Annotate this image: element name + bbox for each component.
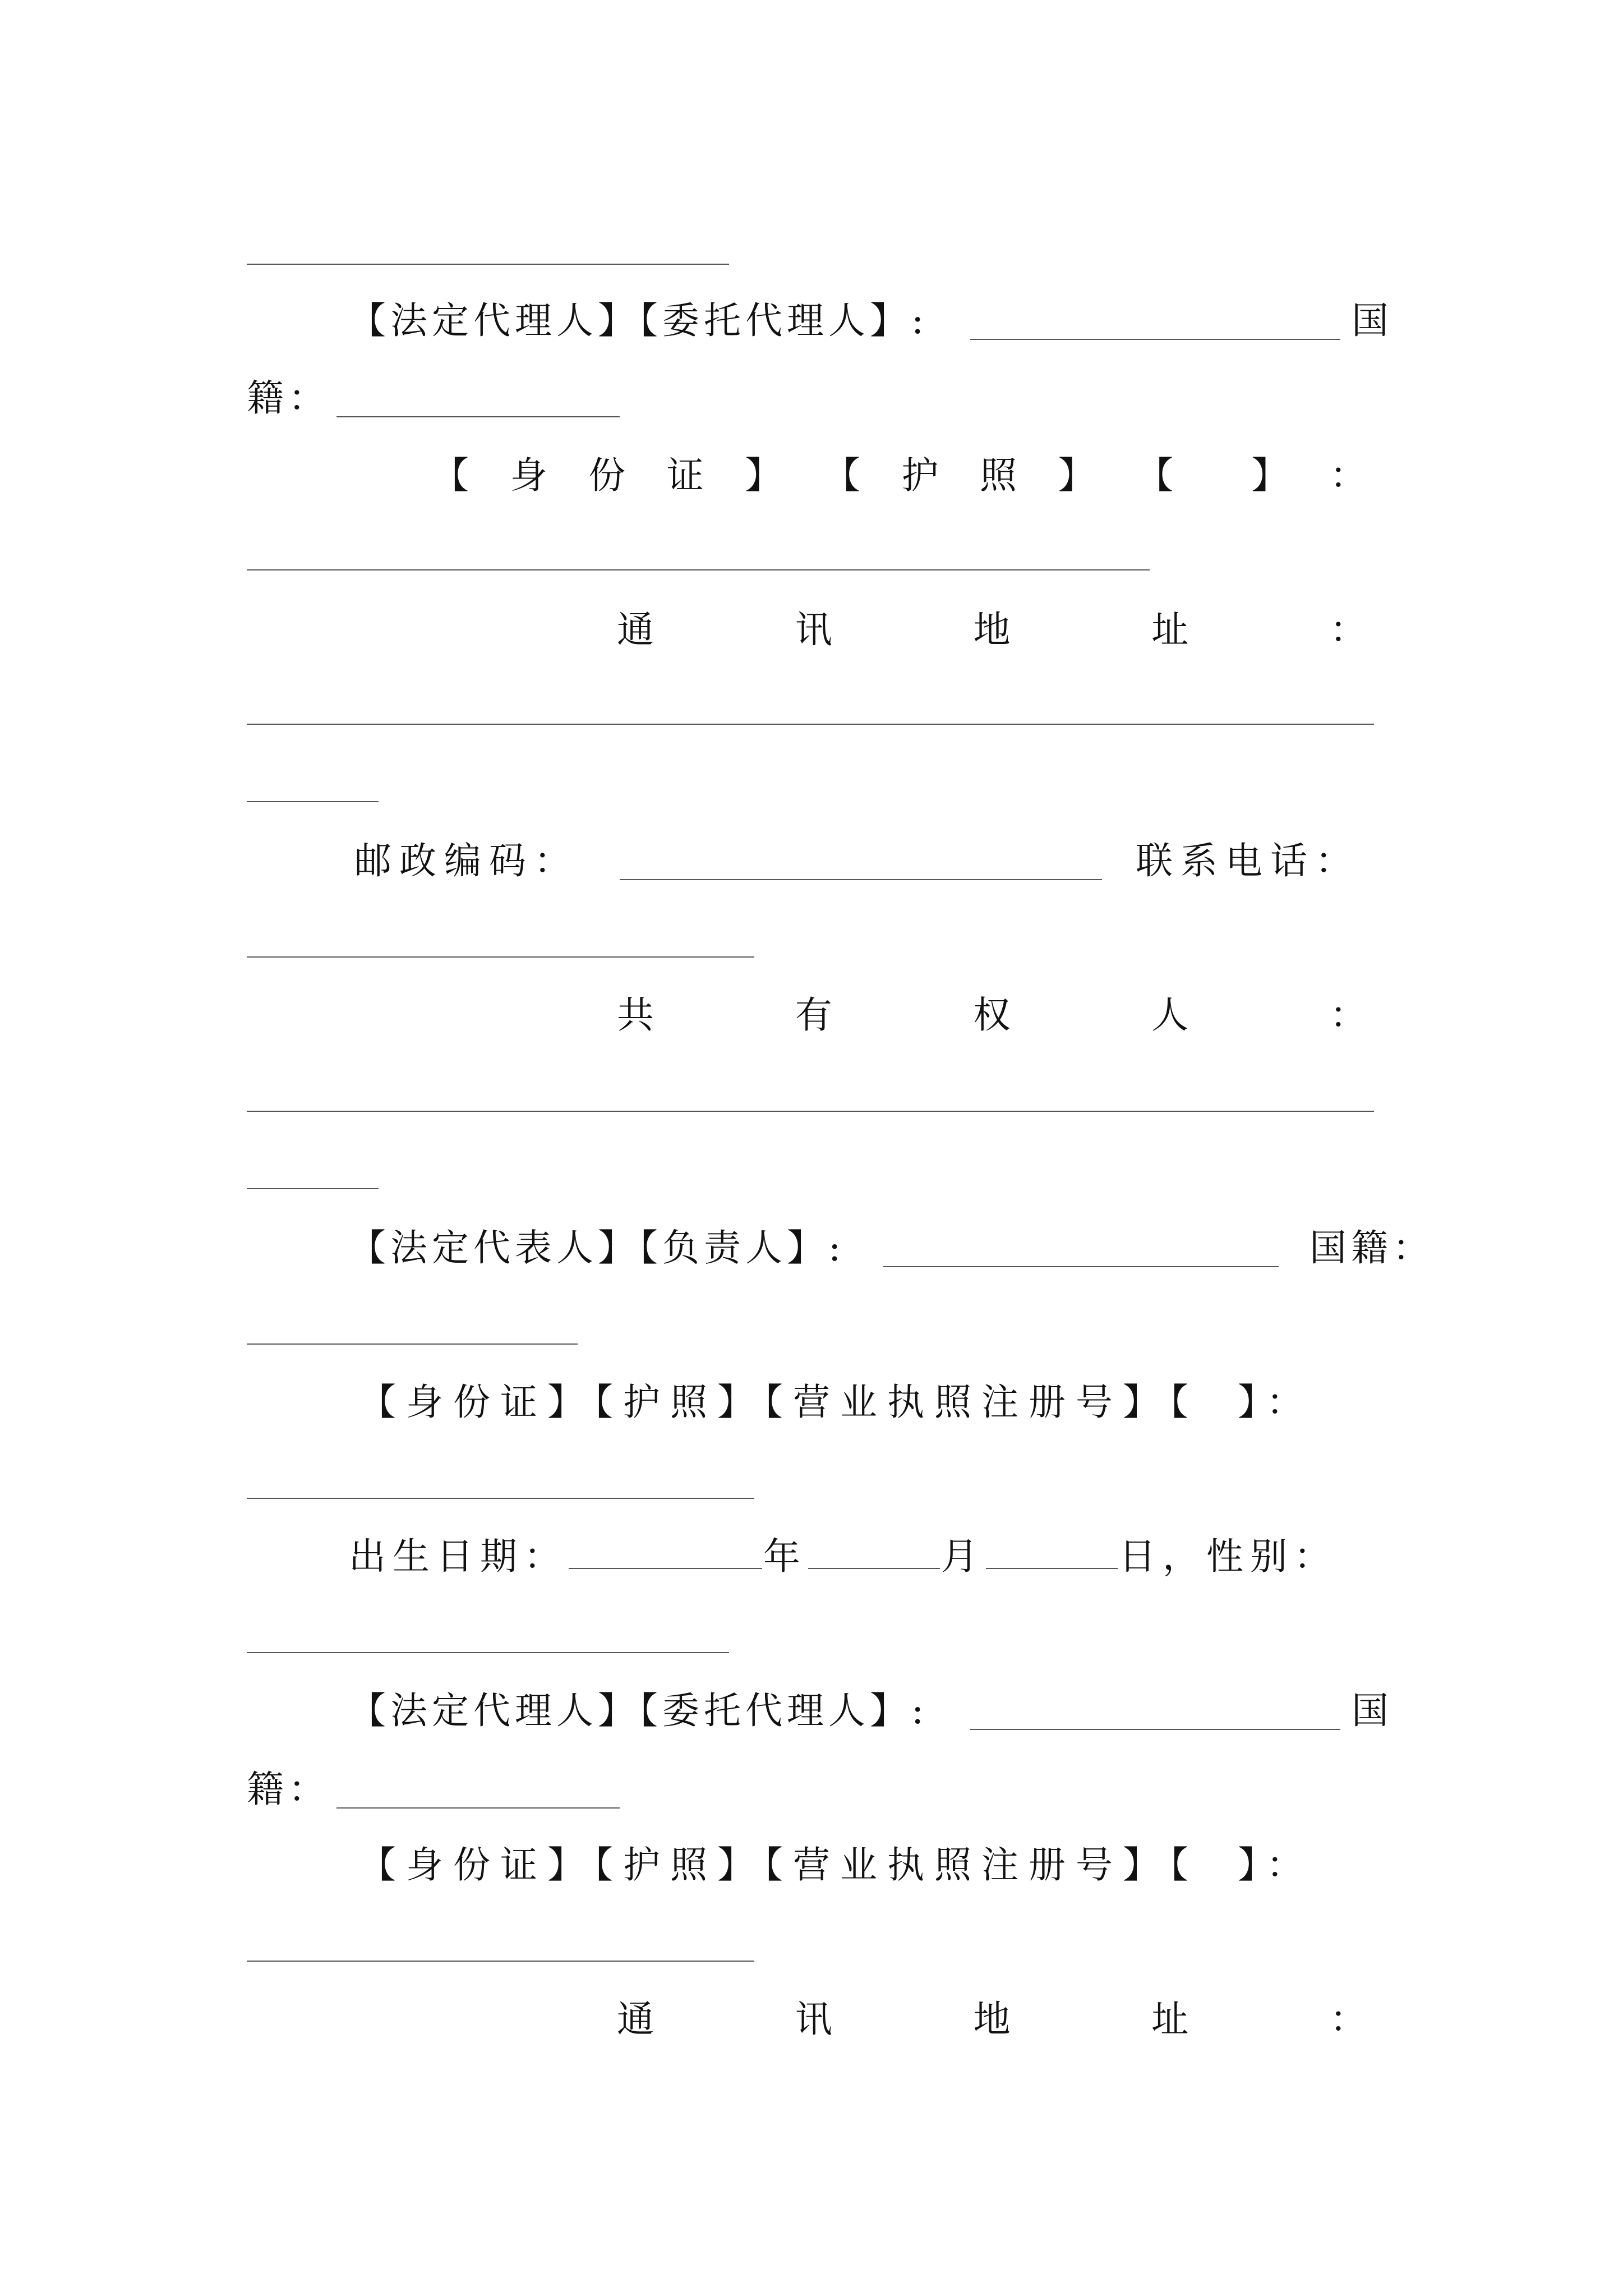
phone-label: 联系电话：: [1136, 839, 1360, 882]
postcode-blank[interactable]: [620, 879, 1102, 880]
id-part: 】: [1251, 454, 1293, 497]
address-line: 通 讯 地 址 ：: [617, 608, 1371, 651]
nationality-blank-2[interactable]: [336, 1807, 620, 1809]
postcode-label: 邮政编码：: [354, 839, 579, 882]
id-part: 【: [1136, 454, 1178, 497]
month-label: 月: [941, 1535, 985, 1578]
id-part: 身: [510, 454, 552, 497]
agent-name-blank[interactable]: [970, 339, 1340, 340]
year-label: 年: [763, 1535, 807, 1578]
birth-month-blank[interactable]: [808, 1536, 940, 1569]
gender-blank[interactable]: [247, 1652, 729, 1653]
address-blank[interactable]: [247, 724, 1374, 725]
address-blank-continued[interactable]: [247, 801, 379, 802]
agent-label-2: 【法定代理人】【委托代理人】:: [349, 1689, 929, 1732]
legal-representative-nationality-blank[interactable]: [247, 1343, 578, 1345]
nationality-label-2: 籍：: [247, 1768, 330, 1811]
birth-date-label: 出生日期：: [349, 1535, 568, 1578]
nationality-label: 籍：: [247, 376, 330, 420]
agent-label: 【法定代理人】【委托代理人】:: [349, 299, 929, 342]
id-type-line: [432, 450, 1371, 501]
day-gender-label: 日，性别：: [1119, 1535, 1338, 1578]
id-part: 护: [901, 454, 943, 497]
id-number-blank-3[interactable]: [247, 1961, 754, 1962]
nationality-char-2: 国: [1352, 1689, 1393, 1732]
agent-name-blank-2[interactable]: [970, 1729, 1340, 1730]
birth-day-blank[interactable]: [986, 1536, 1118, 1569]
id-part: 照: [980, 454, 1022, 497]
legal-representative-nationality-label: 国籍：: [1310, 1226, 1434, 1269]
blank-line: [247, 264, 729, 265]
id-type-line-2: [359, 1377, 1313, 1428]
id-type-label: 【身份证】【护照】【营业执照注册号】【: [359, 1843, 1198, 1887]
address-line-2: 通 讯 地 址 ：: [617, 1998, 1371, 2041]
legal-representative-blank[interactable]: [883, 1266, 1279, 1267]
id-part: 证: [666, 454, 708, 497]
co-owner-line: 共 有 权 人 ：: [617, 993, 1371, 1037]
birth-year-blank[interactable]: [569, 1536, 762, 1569]
co-owner-blank-continued[interactable]: [247, 1188, 379, 1189]
id-type-tail: 】：: [1238, 1843, 1313, 1887]
co-owner-blank[interactable]: [247, 1111, 1374, 1112]
id-type-tail: 】：: [1238, 1381, 1313, 1424]
id-number-blank-2[interactable]: [247, 1498, 754, 1499]
birth-date-line: [349, 1531, 1338, 1582]
phone-blank[interactable]: [247, 956, 754, 958]
id-part: 】: [1058, 454, 1100, 497]
nationality-char: 国: [1352, 299, 1393, 342]
id-part: 】: [745, 454, 787, 497]
id-part: ：: [1329, 454, 1371, 497]
id-part: 【: [823, 454, 865, 497]
id-type-label: 【身份证】【护照】【营业执照注册号】【: [359, 1381, 1198, 1424]
id-part: 【: [432, 454, 473, 497]
legal-representative-label: 【法定代表人】【负责人】:: [349, 1226, 846, 1269]
id-number-blank[interactable]: [247, 569, 1150, 570]
nationality-blank[interactable]: [336, 416, 620, 417]
id-type-line-3: [359, 1840, 1313, 1890]
id-part: 份: [588, 454, 630, 497]
